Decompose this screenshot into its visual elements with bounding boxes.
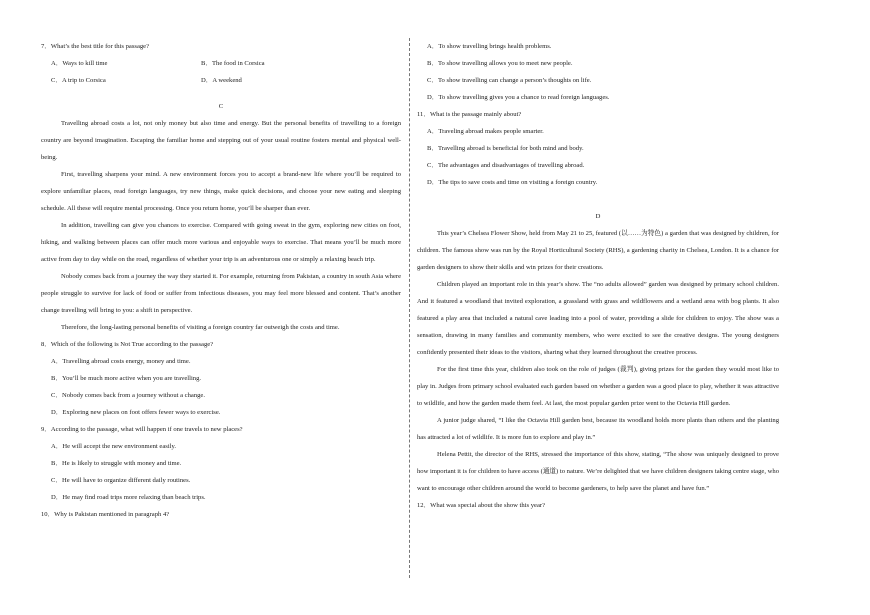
question-7: 7．What’s the best title for this passage? [41,43,150,50]
right-column [417,38,779,514]
passage-d-paragraph-2: Children played an important role in this year’s show. The “no adults allowed” garden was designed by primary school children. And it featured a woodland that invited exploration, a grassland with grass and wildflowers and a wetland area with bog plants. It also featured a play area that included a natural cave leading into a pool of water, providing a slide for children to enjoy. The show was a sensation, drawing in many families and community members, who were excited to see the creative designs. The young designers confidently presented their ideas to the visitors, sharing what they learned throughout the creative process. [417,281,779,356]
passage-d-paragraph-4: A junior judge shared, “I like the Octavia Hill garden best, because its woodland holds more plants than others and the planting has attracted a lot of wildlife. It is more fun to explore and play in.” [417,417,779,441]
q10-option-b: B．To show travelling allows you to meet new people. [427,60,573,67]
passage-d-paragraph-3: For the first time this year, children also took on the role of judges (裁判), giving prizes for the garden they would most like to play in. Judges from primary school evaluated each garden based on whether a garden was a good place to play, whether it was attractive to wildlife, and how the garden made them feel. At last, the most popular garden prize went to the Octavia Hill garden. [417,366,779,407]
passage-c-paragraph-2: First, travelling sharpens your mind. A new environment forces you to accept a brand-new life where you’ll be required to explore unfamiliar places, read foreign languages, try new things, make quick decisions, and choose your new eating and sleeping schedule. All these will require mental processing. Once you return home, you’ll be sharper than ever. [41,171,401,212]
column-divider [409,38,410,578]
q7-options-row-2 [41,72,401,89]
section-heading-d: D [595,213,601,220]
q7-option-c: C．A trip to Corsica [51,77,106,84]
question-9: 9．According to the passage, what will happen if one travels to new places? [41,426,243,433]
passage-c-paragraph-1: Travelling abroad costs a lot, not only money but also time and energy. But the personal benefits of travelling to a foreign country are beyond imagination. Escaping the familiar home and stepping out of your usual routine fosters mental and physical well-being. [41,120,401,161]
q11-option-c: C．The advantages and disadvantages of travelling abroad. [427,162,585,169]
passage-d-paragraph-1: This year’s Chelsea Flower Show, held from May 21 to 25, featured (以……为特色) a garden that was designed by children, for children. The famous show was run by the Royal Horticultural Society (RHS), a gardening charity in Chelsea, London. It is a chance for garden designers to show their skills and win prizes for their creations. [417,230,779,271]
question-12: 12．What was special about the show this year? [417,502,545,509]
q7-option-a: A．Ways to kill time [51,60,108,67]
q9-option-b: B．He is likely to struggle with money and time. [51,460,182,467]
q11-option-a: A．Traveling abroad makes people smarter. [427,128,544,135]
passage-d-paragraph-5: Helena Pettit, the director of the RHS, stressed the importance of this show, stating, “The show was uniquely designed to prove how important it is for children to have access (通道) to nature. We’re delighted that we have children designers taking centre stage, who want to encourage other children around the world to become gardeners, to help save the planet and have fun.” [417,451,779,492]
question-10: 10．Why is Pakistan mentioned in paragraph 4? [41,511,170,518]
q9-option-d: D．He may find road trips more relaxing than beach trips. [51,494,206,501]
q10-option-a: A．To show travelling brings health problems. [427,43,552,50]
q7-options-row-1 [41,55,401,72]
q11-option-d: D．The tips to save costs and time on visiting a foreign country. [427,179,598,186]
passage-c-paragraph-4: Nobody comes back from a journey the way they started it. For example, returning from Pakistan, a country in south Asia where people struggle to survive for lack of food or suffer from infectious diseases, you may feel more blessed and content. That’s another change travelling will bring to you: a shift in perspective. [41,273,401,314]
q7-option-b: B．The food in Corsica [201,60,265,67]
q8-option-b: B．You’ll be much more active when you are travelling. [51,375,202,382]
passage-c-paragraph-5: Therefore, the long-lasting personal benefits of visiting a foreign country far outweigh the costs and time. [61,324,340,331]
question-8: 8．Which of the following is Not True according to the passage? [41,341,214,348]
question-11: 11．What is the passage mainly about? [417,111,522,118]
left-column [41,38,401,523]
spacer [417,191,779,208]
q11-option-b: B．Travelling abroad is beneficial for both mind and body. [427,145,584,152]
q8-option-d: D．Exploring new places on foot offers fewer ways to exercise. [51,409,221,416]
q8-option-c: C．Nobody comes back from a journey without a change. [51,392,205,399]
q8-option-a: A．Travelling abroad costs energy, money and time. [51,358,191,365]
q7-option-d: D．A weekend [201,77,242,84]
q9-option-a: A．He will accept the new environment easily. [51,443,176,450]
passage-c-paragraph-3: In addition, travelling can give you chances to exercise. Compared with going sweat in the gym, exploring new cities on foot, hiking, and walking between places can offer much more various and enjoyable ways to exercise. That means you’ll be much more active from day to day while on the road, regardless of whether your trip is an adventurous one or simply a relaxing beach trip. [41,222,401,263]
q10-option-c: C．To show travelling can change a person’s thoughts on life. [427,77,592,84]
section-heading-c: C [218,103,224,110]
q10-option-d: D．To show travelling gives you a chance to read foreign languages. [427,94,610,101]
q9-option-c: C．He will have to organize different daily routines. [51,477,191,484]
